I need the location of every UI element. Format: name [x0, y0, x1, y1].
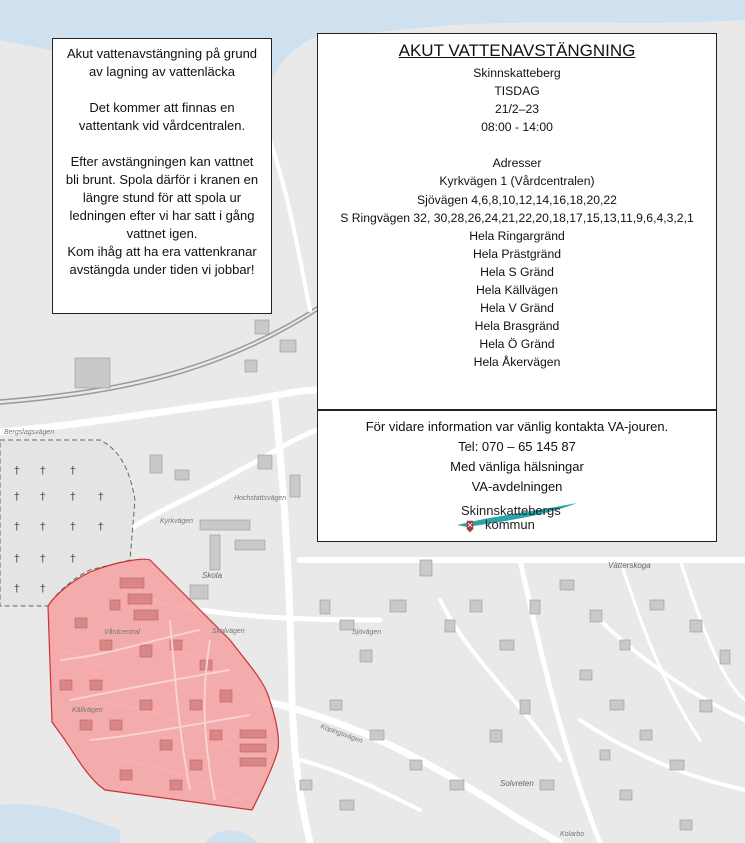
svg-text:†: † — [98, 490, 104, 503]
svg-text:†: † — [40, 582, 46, 595]
svg-text:†: † — [40, 490, 46, 503]
label-vatterskoga: Vätterskoga — [608, 561, 651, 570]
svg-text:†: † — [40, 520, 46, 533]
label-bergslagsvagen: Bergslagsvägen — [4, 429, 55, 436]
label-skola: Skola — [202, 571, 223, 580]
address-item: Hela Brasgränd — [474, 319, 560, 334]
label-kyrkvagen: Kyrkvägen — [160, 518, 194, 525]
contact-greeting: Med vänliga hälsningar — [450, 459, 584, 474]
notice-paragraph-3: Efter avstängningen kan vattnet bli brunt. Spola därför i kranen en längre stund för att spola ur ledningen efter vi har satt i gång vattnet igen. — [65, 154, 259, 241]
label-solvreten: Solvreten — [500, 779, 534, 788]
label-hochstattsvagen: Hochstattsvägen — [234, 495, 287, 502]
announcement-date: 21/2–23 — [494, 102, 540, 117]
address-item: Hela V Gränd — [480, 301, 554, 316]
svg-text:†: † — [70, 520, 76, 533]
contact-info: För vidare information var vänlig kontakta VA-jouren. — [365, 419, 669, 434]
address-item: Sjövägen 4,6,8,10,12,14,16,18,20,22 — [417, 192, 617, 207]
announcement-box — [317, 33, 717, 410]
logo-text-line2: kommun — [485, 517, 535, 532]
svg-text:†: † — [14, 520, 20, 533]
notice-paragraph-4: Kom ihåg att ha era vattenkranar avstängda under tiden vi jobbar! — [67, 244, 257, 277]
contact-signature: VA-avdelningen — [471, 479, 563, 494]
label-vardcentral: Vårdcentral — [104, 629, 140, 636]
announcement-time: 08:00 - 14:00 — [481, 120, 553, 135]
contact-phone: Tel: 070 – 65 145 87 — [458, 439, 576, 454]
notice-paragraph-2: Det kommer att finnas en vattentank vid vårdcentralen. — [78, 100, 246, 133]
label-kolarbo: Kolarbo — [560, 831, 585, 838]
address-item: Hela S Gränd — [480, 264, 554, 279]
svg-text:†: † — [70, 464, 76, 477]
notice-box — [52, 38, 272, 314]
notice-paragraph-1: Akut vattenavstängning på grund av lagning av vattenläcka — [66, 46, 258, 79]
address-item: Hela Prästgränd — [472, 246, 562, 261]
address-item: Hela Ringargränd — [469, 228, 565, 243]
address-item: Kyrkvägen 1 (Vårdcentralen) — [439, 174, 595, 189]
contact-box — [317, 410, 717, 542]
addresses-heading: Adresser — [492, 156, 542, 171]
svg-text:†: † — [70, 552, 76, 565]
label-skolvagen: Skolvägen — [212, 628, 245, 635]
announcement-place: Skinnskatteberg — [473, 66, 561, 80]
announcement-day: TISDAG — [494, 84, 540, 99]
svg-text:†: † — [14, 490, 20, 503]
label-kallvagen: Källvägen — [72, 707, 103, 714]
address-item: Hela Åkervägen — [473, 355, 561, 370]
logo-text-line1: Skinnskattebergs — [461, 503, 561, 518]
svg-text:†: † — [98, 520, 104, 533]
label-kopingsvagen: Köpingsvägen — [319, 723, 364, 746]
svg-text:†: † — [70, 490, 76, 503]
announcement-title: AKUT VATTENAVSTÄNGNING — [398, 41, 636, 60]
svg-text:†: † — [14, 552, 20, 565]
svg-text:†: † — [14, 582, 20, 595]
svg-text:†: † — [14, 464, 20, 477]
svg-text:†: † — [40, 552, 46, 565]
address-item: Hela Källvägen — [476, 283, 558, 298]
svg-text:†: † — [40, 464, 46, 477]
address-item: Hela Ö Gränd — [479, 337, 555, 352]
label-sjovagen: Sjövägen — [352, 629, 382, 636]
address-item: S Ringvägen 32, 30,28,26,24,21,22,20,18,17,15,13,11,9,6,4,3,2,1 — [340, 210, 694, 225]
municipality-logo — [447, 501, 587, 535]
